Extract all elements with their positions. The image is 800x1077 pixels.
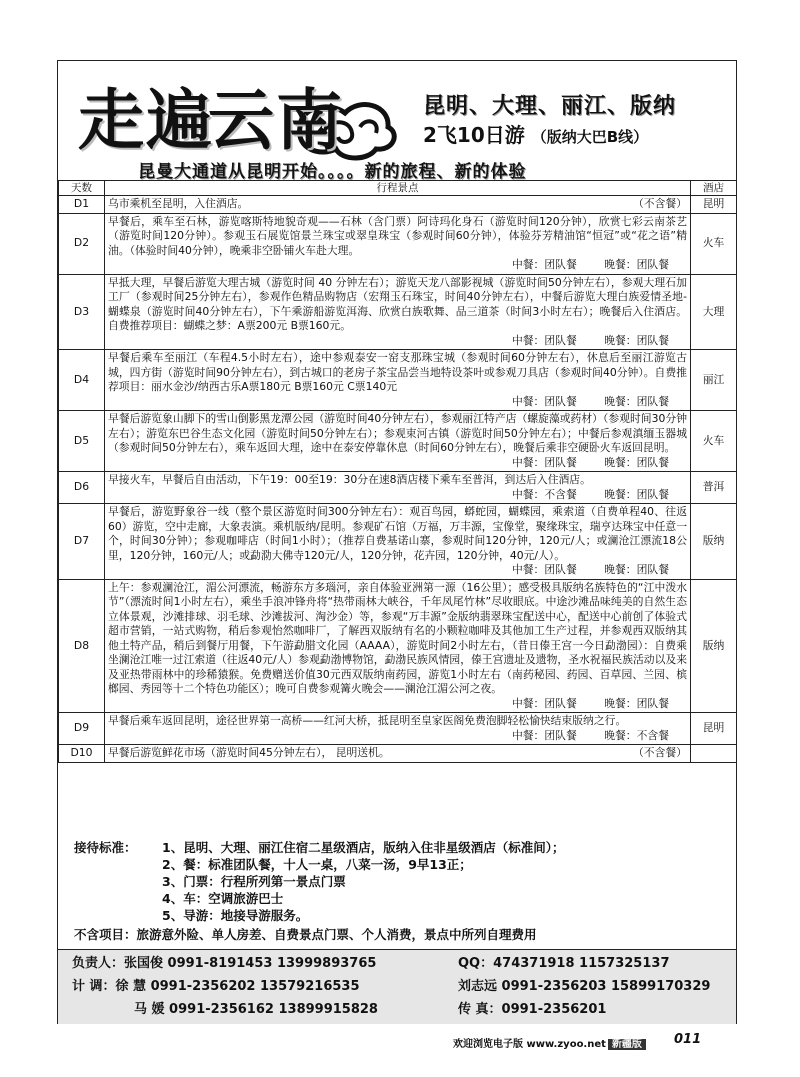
route-duration: 2飞10日游 (423, 123, 525, 147)
itinerary-cell (105, 713, 691, 745)
itinerary-text: 早餐后，乘车至石林，游览喀斯特地貌奇观——石林（含门票）阿诗玛化身石（游览时间120分钟），欣赏七彩云南茶艺（游览时间120分钟）。参观玉石展览馆景兰珠宝或翠皇珠宝（参观时间60分钟），体验芬芳精油馆“恒冠”或“花之语”精油。（体验时间40分钟），晚乘非空卧铺火车赴大理。 (108, 214, 687, 257)
itinerary-cell (105, 274, 691, 350)
itinerary-cell (105, 350, 691, 411)
table-row (59, 411, 737, 472)
contact-qq: QQ：474371918 1157325137 (458, 956, 670, 971)
footer (453, 1035, 646, 1050)
excluded-text: 旅游意外险、单人房差、自费景点门票、个人消费，景点中所列自理费用 (136, 927, 537, 942)
meal-info: （不含餐） (633, 197, 687, 210)
contact-planner-1: 计 调：徐 慧 0991-2356202 13579216535 (72, 979, 360, 994)
contact-manager: 负责人：张国俊 0991-8191453 13999893765 (72, 956, 377, 971)
table-row (59, 745, 737, 763)
route-subtitle (423, 119, 648, 148)
table-row (59, 504, 737, 580)
itinerary-cell (105, 745, 691, 763)
day-cell: D8 (59, 579, 105, 713)
standard-row-1 (74, 839, 734, 856)
header-itinerary: 行程景点 (105, 181, 691, 196)
standard-item: 3、门票：行程所列第一景点门票 (162, 874, 346, 889)
slogan: 昆曼大通道从昆明开始。。。。新的旅程、新的体验 (138, 162, 527, 182)
standard-item: 1、昆明、大理、丽江住宿二星级酒店，版纳入住非星级酒店（标准间）； (162, 840, 565, 855)
hotel-cell: 昆明 (691, 713, 737, 745)
itinerary-text: 早餐后游览象山脚下的雪山倒影黑龙潭公园（游览时间40分钟左右），参观丽江特产店（螺旋藻或药材）（参观时间30分钟左右）；游览东巴谷生态文化园（游览时间50分钟左右）；参观束河古镇（游览时间50分钟左右）；中餐后参观滇缅玉器城（参观时间50分钟左右），乘车返回大理，途中在泰安停靠休息（时间60分钟左右），晚餐后乘非空硬卧火车返回昆明。 (108, 412, 687, 454)
hotel-cell: 版纳 (691, 504, 737, 580)
logo (78, 75, 398, 167)
hotel-cell: 普洱 (691, 472, 737, 504)
itinerary-cell (105, 411, 691, 472)
meal-info: 中餐：团队餐 晚餐：团队餐 (511, 563, 669, 576)
table-row (59, 274, 737, 350)
footer-website: 欢迎浏览电子版 www.zyoo.net (453, 1039, 606, 1050)
itinerary-text: 早抵大理，早餐后游览大理古城（游览时间 40 分钟左右）；游览天龙八部影视城（游览时间50分钟左右），参观大理石加工厂（参观时间25分钟左右），参观作色精品购物店（宏翔玉石珠宝，时间40分钟左右），中餐后游览大理白族爱情圣地-蝴蝶泉（游览时间40分钟左右），下午乘游船游览洱海、欣赏白族歌舞、品三道茶（时间3小时左右）；晚餐后入住酒店。自费推荐项目：蝴蝶之梦：A票200元 B票160元。 (108, 275, 687, 332)
hotel-cell (691, 745, 737, 763)
hotel-cell: 昆明 (691, 196, 737, 214)
day-cell: D6 (59, 472, 105, 504)
table-row (59, 196, 737, 214)
day-cell: D9 (59, 713, 105, 745)
logo-text-part2: 云南 (208, 81, 344, 159)
header-day: 天数 (59, 181, 105, 196)
itinerary-text: 乌市乘机至昆明，入住酒店。 (108, 197, 249, 210)
table-row (59, 350, 737, 411)
meal-info: 中餐：团队餐 晚餐：团队餐 (511, 455, 669, 469)
table-header-row (59, 181, 737, 196)
contact-fax: 传 真：0991-2356201 (458, 1002, 607, 1017)
itinerary-text: 早餐后，游览野象谷一线（整个景区游览时间300分钟左右）：观百鸟园，蟒蛇园，蝴蝶园，乘索道（自费单程40、往返60）游览，空中走廊，大象表演。乘机版纳/昆明。参观矿石馆（万福，万丰源，宝像堂，聚缘珠宝，瑞亨达珠宝中任意一个，时间30分钟）；参观咖啡店（时间1小时）；（推荐自费基诺山寨，参观时间120分钟，120元/人；或澜沧江漂流18公里，120分钟，160元/人；或勐泐大佛寺120元/人，120分钟，花卉园，120分钟，40元/人）。 (108, 505, 687, 562)
itinerary-text: 早餐后乘车至丽江（车程4.5小时左右），途中参观泰安一窑支那珠宝城（参观时间60分钟左右），休息后至丽江游览古城，四方街（游览时间90分钟左右），到古城口的老房子茶宝品尝当地特设茶叶或参观刀具店（参观时间40分钟）。自费推荐项目：丽水金沙/纳西古乐A票180元 B票160元 C票140元 (108, 351, 687, 393)
standard-item: 2、餐：标准团队餐，十人一桌，八菜一汤，9早13正； (162, 857, 472, 872)
itinerary-cell (105, 196, 691, 214)
standard-row-5 (74, 907, 734, 924)
day-cell: D7 (59, 504, 105, 580)
hotel-cell: 火车 (691, 411, 737, 472)
meal-info: 中餐：团队餐 晚餐：团队餐 (511, 258, 669, 271)
standard-item: 5、导游：地接导游服务。 (162, 908, 309, 923)
hotel-cell: 版纳 (691, 579, 737, 713)
meal-info: 中餐：团队餐 晚餐：团队餐 (511, 333, 669, 347)
standards-label: 接待标准： (74, 840, 137, 855)
standard-row-2 (74, 856, 734, 873)
contact-planner-3: 马 媛 0991-2356162 13899915828 (134, 1002, 378, 1017)
meal-info: （不含餐） (633, 746, 687, 759)
table-row (59, 579, 737, 713)
meal-info: 中餐：团队餐 晚餐：团队餐 (511, 394, 669, 408)
excluded-items (74, 925, 734, 943)
itinerary-table (58, 180, 737, 763)
standard-row-4 (74, 890, 734, 907)
route-line-note: （版纳大巴B线） (531, 128, 649, 146)
excluded-label: 不含项目： (74, 927, 137, 942)
itinerary-text: 上午：参观澜沧江，湄公河漂流，畅游东方多瑙河，亲自体验亚洲第一源（16公里）；感受极具版纳名族特色的“江中泼水节”（漂流时间1小时左右），乘坐手浪冲锋舟将“热带雨林大峡谷，千年凤尾竹林”尽收眼底。中途沙滩品味纯美的自然生态立体景观，沙滩排球、羽毛球、沙滩拔河、淘沙金）等，参观“万丰源”金版纳翡翠珠宝配送中心，配送中心前创了体验式超市营销，一站式购物，稍后参观怡然咖啡厂，了解西双版纳有名的小颗粒咖啡及其他加工生产过程，并参观西双版纳其他土特产品，稍后到餐厅用餐，下午游勐腊文化园（AAAA），游览时间2小时左右，（昔日傣王宫一今日勐渤园）：自费乘坐澜沧江唯一过江索道（往返40元/人）参观勐渤博物馆，勐渤民族风情园，傣王宫遗址及遗物，圣水祝福民族活动以及来及亚热带雨林中的珍稀猿猴。免费赠送价值30元西双版纳南药园，游览1小时左右（南药秘园、药园、百草园、兰园、槟榔园、秀园等十二个特色功能区）；晚可自费参观篝火晚会——澜沧江湄公河之夜。 (108, 580, 687, 695)
table-row (59, 472, 737, 504)
day-cell: D4 (59, 350, 105, 411)
itinerary-cell (105, 504, 691, 580)
table-row (59, 213, 737, 274)
contact-planner-2: 刘志远 0991-2356203 15899170329 (458, 979, 711, 994)
day-cell: D2 (59, 213, 105, 274)
itinerary-text: 早接火车，早餐后自由活动，下午19：00至19：30分在速8酒店楼下乘车至普洱，到达后入住酒店。 (108, 473, 591, 486)
day-cell: D1 (59, 196, 105, 214)
page-frame (57, 60, 737, 1024)
day-cell: D5 (59, 411, 105, 472)
service-standards (74, 839, 734, 924)
itinerary-text: 早餐后乘车返回昆明，途径世界第一高桥——红河大桥，抵昆明至皇家医阁免费泡脚轻松愉快结束版纳之行。 (108, 714, 627, 727)
table-row (59, 713, 737, 745)
itinerary-cell (105, 579, 691, 713)
day-cell: D3 (59, 274, 105, 350)
page-number: 011 (674, 1032, 702, 1047)
meal-info: 中餐：不含餐 晚餐：团队餐 (511, 487, 669, 501)
header-hotel: 酒店 (691, 181, 737, 196)
itinerary-cell (105, 472, 691, 504)
standard-row-3 (74, 873, 734, 890)
contacts-panel (58, 949, 736, 1024)
meal-info: 中餐：团队餐 晚餐：不含餐 (511, 728, 669, 742)
standard-item: 4、车：空调旅游巴士 (162, 891, 284, 906)
hotel-cell: 丽江 (691, 350, 737, 411)
hotel-cell: 大理 (691, 274, 737, 350)
itinerary-text: 早餐后游览鲜花市场（游览时间45分钟左右）， 昆明送机。 (108, 746, 390, 759)
route-title: 昆明、大理、丽江、版纳 (423, 94, 677, 119)
footer-edition-badge: 新疆版 (608, 1039, 646, 1050)
meal-info: 中餐：团队餐 晚餐：团队餐 (511, 696, 669, 710)
day-cell: D10 (59, 745, 105, 763)
hotel-cell: 火车 (691, 213, 737, 274)
itinerary-body (59, 196, 737, 763)
itinerary-cell (105, 213, 691, 274)
logo-text-part1: 走遍 (78, 81, 214, 159)
